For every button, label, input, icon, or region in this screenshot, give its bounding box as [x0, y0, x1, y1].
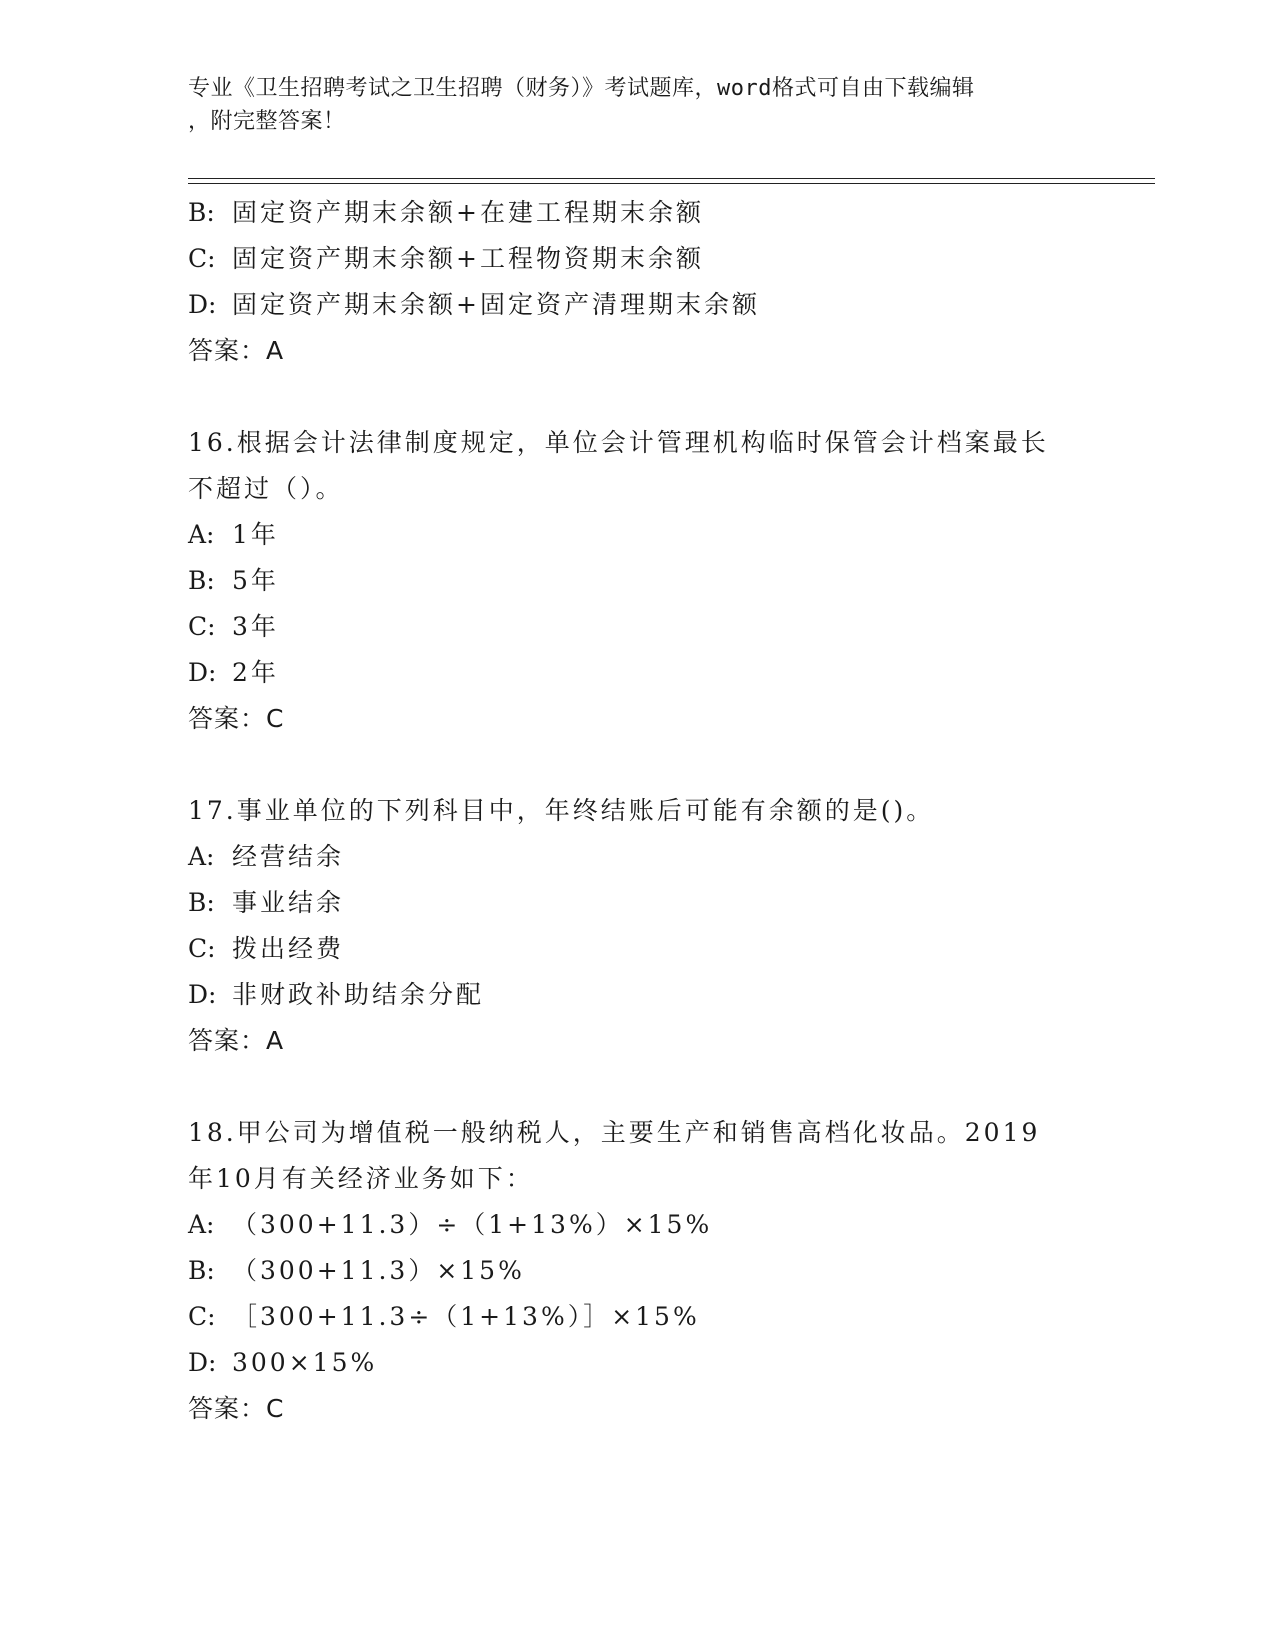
- document-header: [188, 72, 1068, 138]
- question-stem-line: 不超过（）。: [188, 474, 344, 503]
- option-text: 经营结余: [232, 842, 345, 871]
- option-a: [188, 834, 1088, 880]
- option-b: [188, 880, 1088, 926]
- option-text: 5年: [232, 566, 279, 595]
- option-b: [188, 190, 1088, 236]
- option-label: B:: [188, 888, 215, 917]
- question-17: [188, 788, 1088, 1064]
- option-label: C:: [188, 244, 216, 273]
- option-c: [188, 604, 1088, 650]
- option-d: [188, 650, 1088, 696]
- question-stem-line: 16.根据会计法律制度规定，单位会计管理机构临时保管会计档案最长: [188, 428, 1049, 457]
- option-b: [188, 1248, 1088, 1294]
- option-c: [188, 1294, 1088, 1340]
- option-label: A:: [188, 842, 215, 871]
- option-label: D:: [188, 658, 217, 687]
- answer: 答案：C: [188, 704, 285, 733]
- question-list: [188, 190, 1088, 1432]
- spacer: [188, 1064, 1088, 1110]
- option-text: 固定资产期末余额+在建工程期末余额: [232, 198, 704, 227]
- header-rule-top: [188, 178, 1155, 179]
- option-label: C:: [188, 612, 216, 641]
- question-18: [188, 1110, 1088, 1432]
- option-label: C:: [188, 934, 216, 963]
- option-d: [188, 1340, 1088, 1386]
- option-text: 事业结余: [232, 888, 345, 917]
- option-label: A:: [188, 1210, 215, 1239]
- option-label: D:: [188, 980, 217, 1009]
- question-15-continued: [188, 190, 1088, 374]
- header-line-2: ，附完整答案！: [188, 109, 346, 134]
- option-text: 非财政补助结余分配: [232, 980, 485, 1009]
- option-text: 3年: [232, 612, 279, 641]
- answer: 答案：A: [188, 336, 285, 365]
- option-c: [188, 236, 1088, 282]
- option-text: 300×15%: [232, 1348, 378, 1377]
- option-label: B:: [188, 198, 215, 227]
- option-d: [188, 282, 1088, 328]
- answer: 答案：A: [188, 1026, 285, 1055]
- option-a: [188, 512, 1088, 558]
- option-text: 拨出经费: [232, 934, 345, 963]
- option-text: 1年: [232, 520, 279, 549]
- option-label: C:: [188, 1302, 216, 1331]
- option-label: B:: [188, 566, 215, 595]
- option-a: [188, 1202, 1088, 1248]
- spacer: [188, 374, 1088, 420]
- header-line-1: 专业《卫生招聘考试之卫生招聘（财务）》考试题库，word格式可自由下载编辑: [188, 76, 975, 101]
- option-label: B:: [188, 1256, 215, 1285]
- option-label: D:: [188, 1348, 217, 1377]
- option-text: （300+11.3）×15%: [232, 1256, 525, 1285]
- option-d: [188, 972, 1088, 1018]
- option-text: （300+11.3）÷（1+13%）×15%: [232, 1210, 713, 1239]
- option-label: D:: [188, 290, 217, 319]
- header-rule-bottom: [188, 183, 1155, 184]
- answer: 答案：C: [188, 1394, 285, 1423]
- option-label: A:: [188, 520, 215, 549]
- question-stem-line: 18.甲公司为增值税一般纳税人，主要生产和销售高档化妆品。2019: [188, 1118, 1041, 1147]
- question-stem-line: 17.事业单位的下列科目中，年终结账后可能有余额的是()。: [188, 796, 935, 825]
- option-text: ［300+11.3÷（1+13%）］×15%: [232, 1302, 700, 1331]
- option-text: 固定资产期末余额+固定资产清理期末余额: [232, 290, 760, 319]
- option-text: 固定资产期末余额+工程物资期末余额: [232, 244, 704, 273]
- option-c: [188, 926, 1088, 972]
- question-stem-line: 年10月有关经济业务如下：: [188, 1164, 534, 1193]
- option-text: 2年: [232, 658, 279, 687]
- spacer: [188, 742, 1088, 788]
- option-b: [188, 558, 1088, 604]
- question-16: [188, 420, 1088, 742]
